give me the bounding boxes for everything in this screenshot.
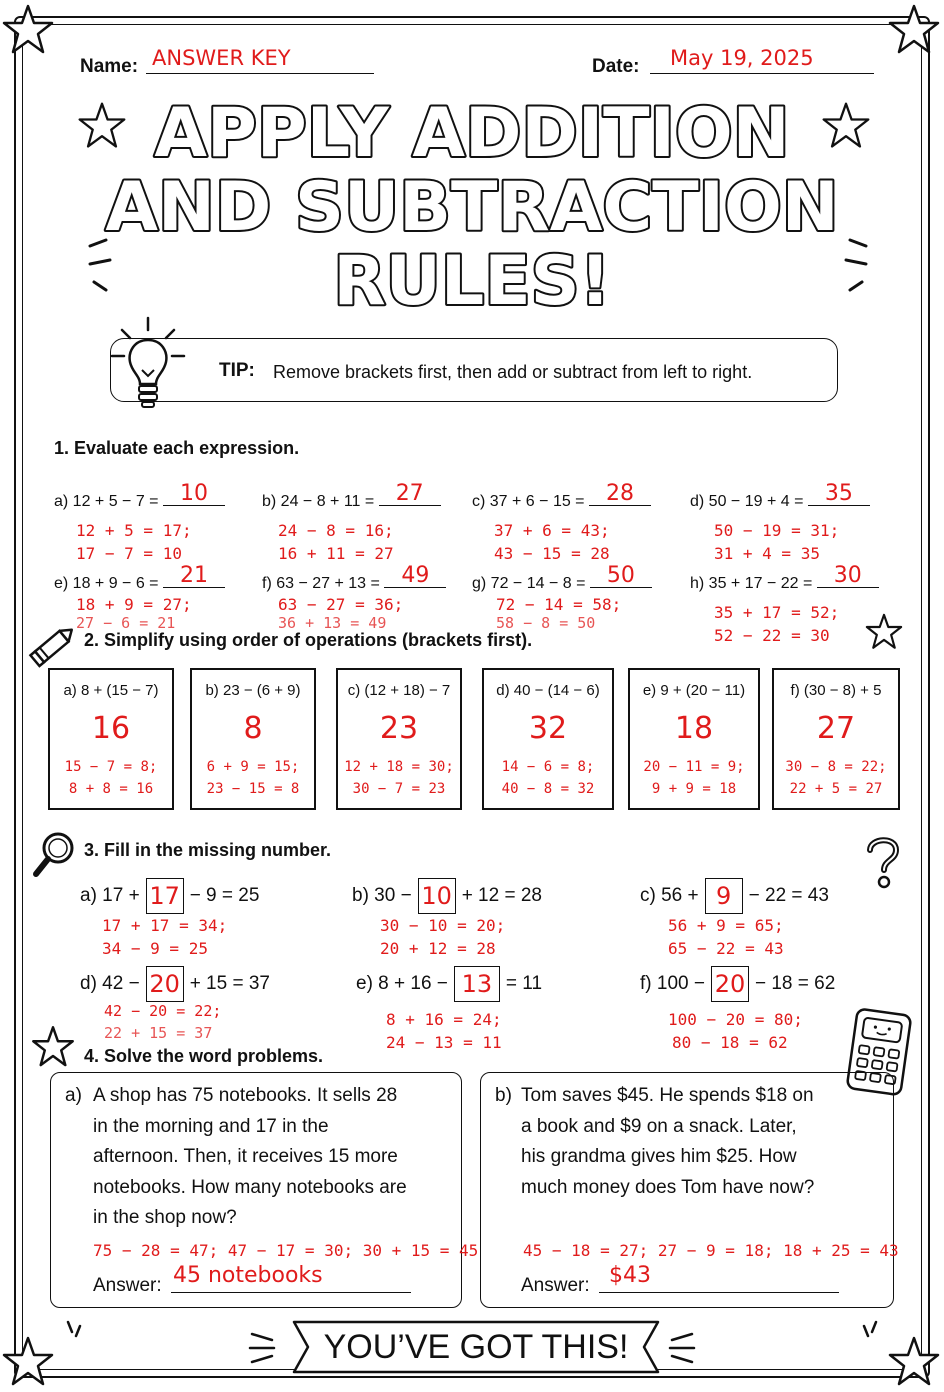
- answer-value: 27: [816, 711, 856, 746]
- sparkle-icon: [84, 238, 116, 294]
- q3-right: − 22 = 43: [748, 885, 829, 906]
- q3-right: = 11: [505, 973, 543, 994]
- problem-line: much money does Tom have now?: [521, 1176, 815, 1198]
- work-step: 20 − 11 = 9;: [643, 759, 745, 775]
- answer-value: 45 notebooks: [173, 1263, 323, 1288]
- sparkle-icon: [246, 1326, 282, 1370]
- work-steps: 45 − 18 = 27; 27 − 9 = 18; 18 + 25 = 43: [523, 1241, 899, 1260]
- q2-expression: b) 23 − (6 + 9): [205, 682, 301, 699]
- work-step: 8 + 16 = 24;: [386, 1010, 502, 1029]
- work-step: 15 − 7 = 8;: [64, 759, 158, 775]
- q2-expression: e) 9 + (20 − 11): [642, 682, 746, 699]
- work-step: 37 + 6 = 43;: [494, 521, 610, 540]
- title-line-1: APPLY ADDITION: [154, 94, 790, 173]
- question-mark-icon: [862, 834, 904, 892]
- magnifier-icon: [30, 828, 78, 880]
- date-field[interactable]: [650, 48, 874, 74]
- work-step: 35 + 17 = 52;: [714, 603, 840, 622]
- q2-card-f: [772, 668, 900, 810]
- work-step: 30 − 10 = 20;: [380, 916, 506, 935]
- q3-item-f: [640, 966, 835, 1052]
- q2-expression: f) (30 − 8) + 5: [790, 682, 882, 699]
- problem-text: [521, 1081, 814, 1203]
- problem-line: A shop has 75 notebooks. It sells 28: [93, 1085, 398, 1106]
- title-line-2: AND SUBTRACTION: [105, 168, 839, 247]
- banner-text: YOU’VE GOT THIS!: [323, 1328, 629, 1366]
- answer-value: $43: [609, 1263, 651, 1288]
- q3-right: − 18 = 62: [754, 973, 836, 994]
- work-step: 42 − 20 = 22;: [104, 1002, 222, 1020]
- answer-blank[interactable]: [384, 563, 446, 588]
- work-step: 100 − 20 = 80;: [668, 1010, 803, 1029]
- q3-left: a) 17 +: [80, 885, 140, 906]
- q1-item-b: [262, 481, 441, 563]
- q1-expression: f) 63 − 27 + 13 =: [262, 575, 380, 592]
- star-icon: [864, 612, 904, 652]
- work-step: 27 − 6 = 21: [76, 614, 176, 632]
- page-title: [60, 90, 884, 320]
- answer-box[interactable]: 17: [146, 878, 184, 914]
- name-field[interactable]: [146, 48, 374, 74]
- problem-text: [93, 1081, 407, 1234]
- answer-blank[interactable]: [379, 481, 441, 506]
- answer-box[interactable]: 20: [146, 966, 184, 1002]
- q1-item-h: [690, 563, 879, 645]
- q2-card-c: [336, 668, 462, 810]
- tip-text: Remove brackets first, then add or subtract from left to right.: [273, 362, 753, 382]
- answer-value: 35: [824, 481, 853, 506]
- q1-expression: d) 50 − 19 + 4 =: [690, 493, 804, 510]
- work-step: 58 − 8 = 50: [496, 614, 596, 632]
- answer-field[interactable]: [171, 1263, 411, 1293]
- star-icon: [886, 2, 942, 58]
- problem-letter: b): [495, 1085, 512, 1106]
- work-step: 20 + 12 = 28: [380, 939, 496, 958]
- q1-expression: e) 18 + 9 − 6 =: [54, 575, 159, 592]
- pencil-icon: [28, 622, 80, 670]
- q3-left: f) 100 −: [640, 973, 705, 994]
- q1-expression: a) 12 + 5 − 7 =: [54, 493, 159, 510]
- work-step: 8 + 8 = 16: [68, 781, 154, 797]
- work-step: 52 − 22 = 30: [714, 626, 830, 645]
- work-step: 56 + 9 = 65;: [668, 916, 784, 935]
- problem-line: afternoon. Then, it receives 15 more: [93, 1146, 398, 1167]
- q3-left: e) 8 + 16 −: [356, 973, 448, 994]
- q3-left: b) 30 −: [352, 885, 412, 906]
- star-icon: [0, 2, 56, 58]
- work-step: 6 + 9 = 15;: [206, 759, 300, 775]
- q3-item-a: [80, 878, 259, 958]
- work-step: 14 − 6 = 8;: [501, 759, 595, 775]
- sparkle-icon: [856, 1318, 886, 1358]
- work-step: 24 − 8 = 16;: [278, 521, 394, 540]
- date-label: Date:: [592, 56, 640, 77]
- q3-item-c: [640, 878, 829, 958]
- q2-card-d: [482, 668, 614, 810]
- work-step: 12 + 18 = 30;: [344, 759, 454, 775]
- answer-value: 10: [179, 481, 208, 506]
- q3-item-b: [352, 878, 542, 958]
- work-step: 12 + 5 = 17;: [76, 521, 192, 540]
- q1-expression: b) 24 − 8 + 11 =: [262, 493, 375, 510]
- problem-line: in the shop now?: [93, 1207, 237, 1228]
- q2-card-a: [48, 668, 174, 810]
- q3-right: + 12 = 28: [461, 885, 542, 906]
- work-step: 72 − 14 = 58;: [496, 595, 622, 614]
- q1-expression: g) 72 − 14 − 8 =: [472, 575, 586, 592]
- work-step: 22 + 5 = 27: [789, 781, 883, 797]
- word-problem-a: [50, 1072, 479, 1308]
- answer-blank[interactable]: [590, 563, 652, 588]
- problem-line: notebooks. How many notebooks are: [93, 1176, 407, 1198]
- q1-item-c: [472, 481, 651, 563]
- work-step: 16 + 11 = 27: [278, 544, 394, 563]
- answer-box[interactable]: 20: [711, 966, 749, 1002]
- sparkle-icon: [58, 1318, 88, 1358]
- work-step: 23 − 15 = 8: [206, 781, 300, 797]
- answer-value: 21: [179, 563, 208, 588]
- work-step: 31 + 4 = 35: [714, 544, 820, 563]
- answer-label: Answer:: [521, 1275, 590, 1296]
- answer-value: 50: [606, 563, 635, 588]
- star-icon: [0, 1334, 56, 1390]
- answer-value: 30: [833, 563, 862, 588]
- answer-box[interactable]: 9: [705, 878, 743, 914]
- q2-expression: c) (12 + 18) − 7: [347, 682, 451, 699]
- q3-right: − 9 = 25: [189, 885, 260, 906]
- work-step: 65 − 22 = 43: [668, 939, 784, 958]
- answer-blank[interactable]: [163, 563, 225, 588]
- work-step: 9 + 9 = 18: [651, 781, 737, 797]
- answer-box[interactable]: 10: [418, 878, 456, 914]
- answer-value: 16: [91, 711, 131, 746]
- work-steps: 75 − 28 = 47; 47 − 17 = 30; 30 + 15 = 45: [93, 1241, 479, 1260]
- work-step: 22 + 15 = 37: [104, 1024, 213, 1042]
- name-label: Name:: [80, 56, 139, 77]
- q1-expression: h) 35 + 17 − 22 =: [690, 575, 813, 592]
- answer-blank[interactable]: [163, 481, 225, 506]
- work-step: 50 − 19 = 31;: [714, 521, 840, 540]
- sparkle-icon: [662, 1326, 698, 1370]
- sparkle-icon: [840, 238, 872, 294]
- star-icon: [886, 1334, 942, 1390]
- work-step: 34 − 9 = 25: [102, 939, 208, 958]
- problem-line: Tom saves $45. He spends $18 on: [521, 1085, 814, 1106]
- q3-item-e: [356, 966, 542, 1052]
- lightbulb-icon: [104, 312, 194, 414]
- answer-field[interactable]: [599, 1263, 839, 1293]
- star-icon: [30, 1024, 76, 1070]
- problem-line: a book and $9 on a snack. Later,: [521, 1115, 797, 1137]
- work-step: 18 + 9 = 27;: [76, 595, 192, 614]
- problem-line: his grandma gives him $25. How: [521, 1146, 797, 1167]
- name-value: ANSWER KEY: [152, 46, 291, 70]
- answer-value: 28: [605, 481, 634, 506]
- answer-label: Answer:: [93, 1275, 162, 1296]
- section-3-title: 3. Fill in the missing number.: [84, 840, 332, 860]
- word-problem-b: [480, 1072, 899, 1308]
- star-icon: [820, 100, 872, 152]
- q1-expression: c) 37 + 6 − 15 =: [472, 493, 585, 510]
- work-step: 40 − 8 = 32: [501, 781, 595, 797]
- q1-item-d: [690, 481, 870, 563]
- section-1-title: 1. Evaluate each expression.: [54, 438, 300, 458]
- problem-letter: a): [65, 1085, 82, 1106]
- answer-value: 32: [528, 711, 568, 746]
- q2-card-e: [628, 668, 760, 810]
- section-2-title: 2. Simplify using order of operations (brackets first).: [84, 630, 533, 650]
- work-step: 63 − 27 = 36;: [278, 595, 404, 614]
- work-step: 36 + 13 = 49: [278, 614, 387, 632]
- answer-value: 49: [401, 563, 430, 588]
- answer-blank[interactable]: [817, 563, 879, 588]
- q1-item-a: [54, 481, 225, 563]
- answer-box[interactable]: 13: [454, 966, 500, 1002]
- tip-box: [110, 338, 838, 402]
- q2-expression: d) 40 − (14 − 6): [496, 682, 600, 699]
- work-step: 80 − 18 = 62: [672, 1033, 788, 1052]
- q2-card-b: [190, 668, 316, 810]
- q3-item-d: [80, 966, 270, 1042]
- work-step: 30 − 8 = 22;: [785, 759, 887, 775]
- star-icon: [76, 100, 128, 152]
- answer-value: 8: [243, 711, 263, 746]
- q3-left: c) 56 +: [640, 885, 699, 906]
- work-step: 43 − 15 = 28: [494, 544, 610, 563]
- answer-value: 18: [674, 711, 714, 746]
- work-step: 17 − 7 = 10: [76, 544, 182, 563]
- work-step: 24 − 13 = 11: [386, 1033, 502, 1052]
- answer-blank[interactable]: [589, 481, 651, 506]
- q2-expression: a) 8 + (15 − 7): [63, 682, 159, 699]
- date-value: May 19, 2025: [670, 46, 814, 70]
- q3-left: d) 42 −: [80, 973, 140, 994]
- q1-item-g: [472, 563, 652, 632]
- answer-value: 23: [379, 711, 419, 746]
- work-step: 30 − 7 = 23: [352, 781, 446, 797]
- answer-value: 27: [395, 481, 424, 506]
- problem-line: in the morning and 17 in the: [93, 1115, 329, 1137]
- title-line-3: RULES!: [333, 242, 611, 320]
- q1-item-f: [262, 563, 446, 632]
- section-4-title: 4. Solve the word problems.: [84, 1046, 324, 1066]
- work-step: 17 + 17 = 34;: [102, 916, 228, 935]
- answer-blank[interactable]: [808, 481, 870, 506]
- tip-label: TIP:: [219, 360, 255, 381]
- q3-right: + 15 = 37: [189, 973, 270, 994]
